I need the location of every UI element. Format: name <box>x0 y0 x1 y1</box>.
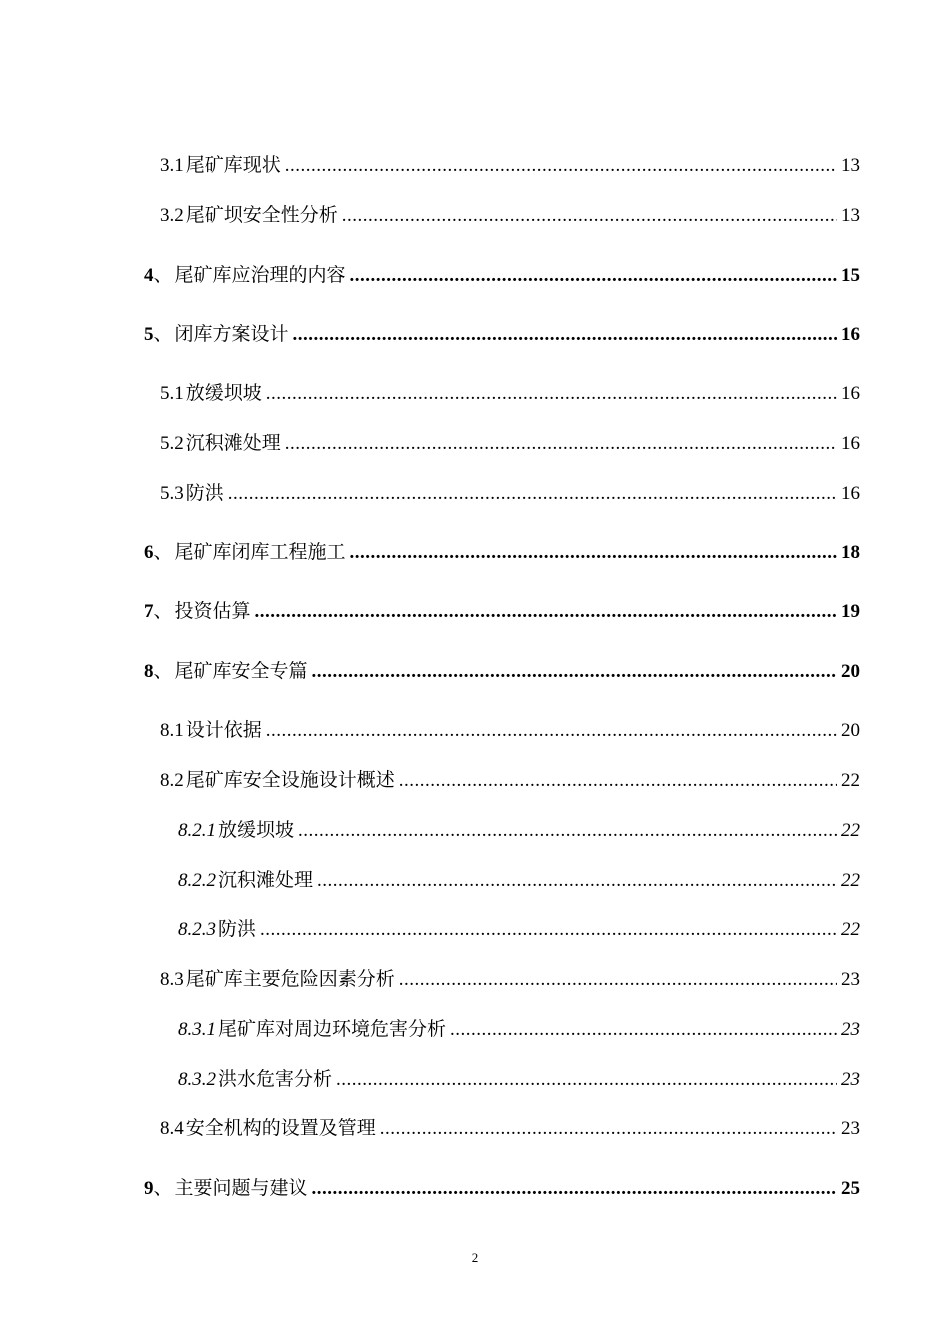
toc-entry-title: 尾矿库应治理的内容 <box>174 264 346 286</box>
toc-entry-page: 22 <box>841 820 860 841</box>
toc-entry-page: 25 <box>841 1178 860 1199</box>
toc-entry-page: 20 <box>841 720 860 741</box>
toc-entry-number: 8.2.1 <box>178 820 216 841</box>
toc-entry-title: 沉积滩处理 <box>218 869 314 891</box>
toc-entry-title: 防洪 <box>185 482 224 504</box>
toc-entry-title: 尾矿库主要危险因素分析 <box>185 968 395 990</box>
toc-entry[interactable] <box>144 321 860 348</box>
toc-entry-title: 闭库方案设计 <box>174 323 289 345</box>
toc-entry-separator: 、 <box>153 1177 173 1199</box>
toc-entry-page: 20 <box>841 661 860 682</box>
toc-dot-leader <box>285 153 837 179</box>
toc-dot-leader <box>255 599 837 625</box>
toc-dot-leader <box>317 868 837 894</box>
toc-entry[interactable] <box>160 767 860 794</box>
toc-entry-number: 5 <box>144 324 154 345</box>
toc-dot-leader <box>260 917 837 943</box>
toc-entry-number: 8.4 <box>160 1118 184 1139</box>
toc-dot-leader <box>380 1116 837 1142</box>
toc-entry[interactable] <box>178 1066 860 1093</box>
toc-entry-page: 18 <box>841 542 860 563</box>
toc-dot-leader <box>312 1176 837 1202</box>
toc-entry-title: 洪水危害分析 <box>218 1068 333 1090</box>
toc-entry[interactable] <box>160 202 860 229</box>
toc-dot-leader <box>350 540 837 566</box>
toc-entry-title: 尾矿库现状 <box>185 154 281 176</box>
toc-dot-leader <box>399 967 837 993</box>
toc-entry-number: 3.1 <box>160 155 184 176</box>
toc-entry-page: 23 <box>841 1019 860 1040</box>
toc-dot-leader <box>266 718 837 744</box>
toc-dot-leader <box>266 381 837 407</box>
toc-entry[interactable] <box>160 380 860 407</box>
toc-entry[interactable] <box>144 539 860 566</box>
toc-entry-number: 5.3 <box>160 483 184 504</box>
toc-entry-number: 7 <box>144 601 154 622</box>
toc-entry[interactable] <box>160 430 860 457</box>
toc-dot-leader <box>298 818 837 844</box>
toc-entry-number: 5.2 <box>160 433 184 454</box>
toc-entry-page: 22 <box>841 770 860 791</box>
toc-entry-page: 23 <box>841 1118 860 1139</box>
toc-dot-leader <box>285 431 837 457</box>
toc-entry-number: 8 <box>144 661 154 682</box>
toc-entry-title: 设计依据 <box>185 719 262 741</box>
toc-entry-number: 4 <box>144 265 154 286</box>
toc-entry-title: 尾矿库安全专篇 <box>174 660 308 682</box>
toc-entry-title: 安全机构的设置及管理 <box>185 1117 376 1139</box>
toc-entry-page: 13 <box>841 155 860 176</box>
toc-entry[interactable] <box>160 966 860 993</box>
toc-entry-title: 尾矿库闭库工程施工 <box>174 541 346 563</box>
toc-entry-number: 9 <box>144 1178 154 1199</box>
toc-dot-leader <box>342 203 837 229</box>
toc-entry[interactable] <box>178 867 860 894</box>
toc-entry-title: 尾矿坝安全性分析 <box>185 204 338 226</box>
toc-entry[interactable] <box>144 262 860 289</box>
toc-entry-separator: 、 <box>153 323 173 345</box>
toc-entry-page: 15 <box>841 265 860 286</box>
toc-entry-number: 8.2.3 <box>178 919 216 940</box>
toc-entry[interactable] <box>178 916 860 943</box>
toc-entry-separator: 、 <box>153 600 173 622</box>
toc-dot-leader <box>293 322 837 348</box>
toc-entry-number: 8.3 <box>160 969 184 990</box>
toc-entry-page: 16 <box>841 483 860 504</box>
toc-dot-leader <box>450 1017 837 1043</box>
toc-entry[interactable] <box>178 1016 860 1043</box>
toc-entry-page: 22 <box>841 870 860 891</box>
toc-entry-number: 6 <box>144 542 154 563</box>
toc-dot-leader <box>399 768 837 794</box>
toc-entry-number: 8.2.2 <box>178 870 216 891</box>
toc-entry-page: 16 <box>841 383 860 404</box>
toc-dot-leader <box>350 263 837 289</box>
page-number: 2 <box>471 1250 479 1265</box>
toc-entry-page: 19 <box>841 601 860 622</box>
toc-entry-separator: 、 <box>153 660 173 682</box>
toc-entry-number: 5.1 <box>160 383 184 404</box>
toc-entry[interactable] <box>144 598 860 625</box>
toc-entry[interactable] <box>160 152 860 179</box>
toc-entry-separator: 、 <box>153 264 173 286</box>
toc-entry-number: 3.2 <box>160 205 184 226</box>
toc-entry[interactable] <box>160 1115 860 1142</box>
toc-entry[interactable] <box>144 1175 860 1202</box>
toc-entry-page: 16 <box>841 324 860 345</box>
toc-entry-number: 8.1 <box>160 720 184 741</box>
toc-dot-leader <box>312 659 837 685</box>
toc-dot-leader <box>228 481 837 507</box>
toc-entry-number: 8.3.2 <box>178 1069 216 1090</box>
toc-dot-leader <box>336 1067 837 1093</box>
toc-entry-title: 防洪 <box>218 918 257 940</box>
toc-entry-page: 23 <box>841 1069 860 1090</box>
toc-entry[interactable] <box>160 480 860 507</box>
toc-entry-title: 投资估算 <box>174 600 251 622</box>
toc-entry-page: 23 <box>841 969 860 990</box>
toc-entry-page: 16 <box>841 433 860 454</box>
toc-entry-title: 尾矿库安全设施设计概述 <box>185 769 395 791</box>
toc-entry-title: 放缓坝坡 <box>185 382 262 404</box>
toc-entry-separator: 、 <box>153 541 173 563</box>
toc-entry[interactable] <box>178 817 860 844</box>
toc-entry[interactable] <box>160 717 860 744</box>
toc-entry-title: 尾矿库对周边环境危害分析 <box>218 1018 447 1040</box>
toc-entry-number: 8.2 <box>160 770 184 791</box>
toc-entry-title: 主要问题与建议 <box>174 1177 308 1199</box>
toc-entry-title: 放缓坝坡 <box>218 819 295 841</box>
toc-entry-page: 22 <box>841 919 860 940</box>
toc-entry-page: 13 <box>841 205 860 226</box>
toc-entry[interactable] <box>144 658 860 685</box>
toc-entry-number: 8.3.1 <box>178 1019 216 1040</box>
toc-entry-title: 沉积滩处理 <box>185 432 281 454</box>
